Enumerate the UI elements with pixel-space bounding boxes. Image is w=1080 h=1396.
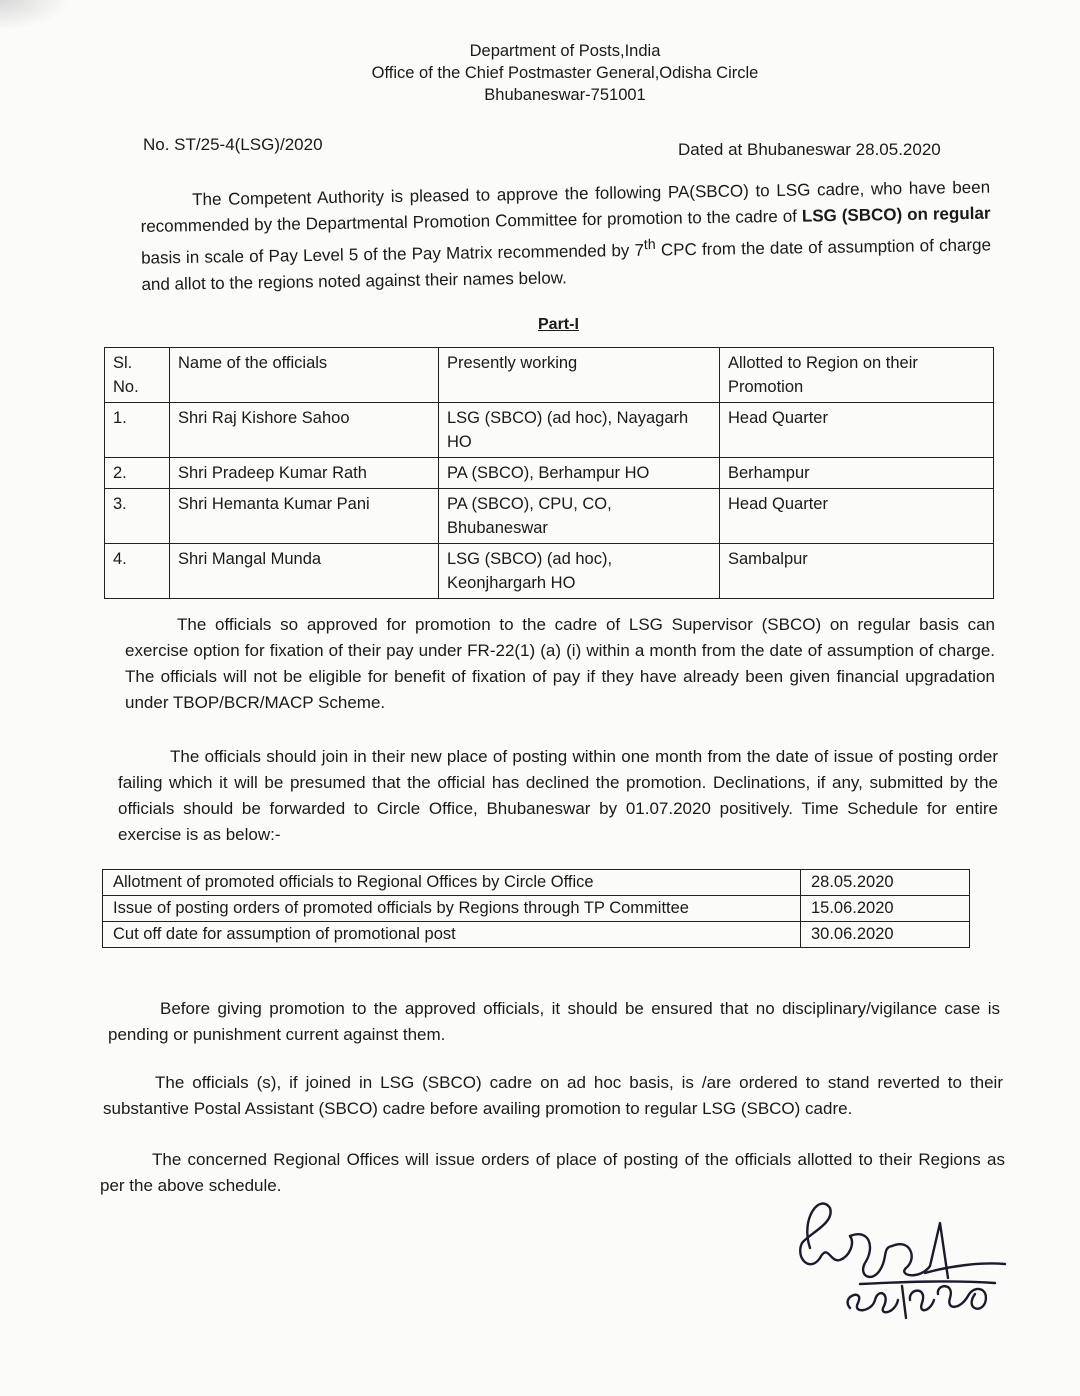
table-row — [103, 922, 970, 948]
table-row — [105, 403, 994, 458]
header-sl-no: Sl. No. — [105, 348, 170, 403]
cell-presently-working: LSG (SBCO) (ad hoc), Nayagarh HO — [439, 403, 720, 458]
handwritten-signature — [780, 1188, 1020, 1338]
cell-sl-no: 1. — [105, 403, 170, 458]
cell-name: Shri Hemanta Kumar Pani — [170, 489, 439, 544]
vigilance-paragraph — [108, 996, 1000, 1048]
header-name: Name of the officials — [170, 348, 439, 403]
part-title: Part-I — [538, 316, 579, 333]
cell-presently-working: LSG (SBCO) (ad hoc), Keonjhargarh HO — [439, 544, 720, 599]
letterhead-office: Office of the Chief Postmaster General,Odisha Circle — [371, 64, 759, 82]
intro-text-2: basis in scale of Pay Level 5 of the Pay Matrix recommended by 7 — [140, 240, 645, 268]
reverted-paragraph — [103, 1070, 1003, 1122]
schedule-activity: Issue of posting orders of promoted officials by Regions through TP Committee — [103, 896, 801, 922]
letterhead-address: Bhubaneswar-751001 — [484, 86, 646, 104]
issue-date: Dated at Bhubaneswar 28.05.2020 — [678, 140, 941, 159]
schedule-table — [102, 869, 970, 948]
regional-text: The concerned Regional Offices will issue orders of place of posting of the officials allotted to their Regions as per the above schedule. — [100, 1150, 1005, 1195]
fixation-paragraph — [125, 612, 995, 716]
fixation-text: The officials so approved for promotion to the cadre of LSG Supervisor (SBCO) on regular basis can exercise option for fixation of their pay under FR-22(1) (a) (i) within a month from the date of assumption of charge. The officials will not be eligible for benefit of fixation of pay if they have already been given financial upgradation under TBOP/BCR/MACP Scheme. — [125, 615, 995, 712]
cell-region: Head Quarter — [720, 489, 994, 544]
schedule-date: 28.05.2020 — [801, 870, 970, 896]
schedule-date: 30.06.2020 — [801, 922, 970, 948]
intro-text-3: CPC from the date of assumption of charge and allot to the regions noted against their names below. — [141, 235, 992, 294]
intro-bold: LSG (SBCO) on regular — [801, 203, 991, 226]
joining-text: The officials should join in their new place of posting within one month from the date of issue of posting order failing which it will be presumed that the official has declined the promotion. Declinations, if any, submitted by the officials should be forwarded to Circle Office, Bhubaneswar by 01.07.2020 positively. Time Schedule for entire exercise is as below:- — [118, 747, 998, 844]
cell-presently-working: PA (SBCO), CPU, CO, Bhubaneswar — [439, 489, 720, 544]
cell-name: Shri Pradeep Kumar Rath — [170, 458, 439, 489]
intro-superscript: th — [643, 236, 656, 254]
table-row — [105, 544, 994, 599]
vigilance-text: Before giving promotion to the approved officials, it should be ensured that no disciplinary/vigilance case is pending or punishment current against them. — [108, 999, 1000, 1044]
schedule-activity: Cut off date for assumption of promotional post — [103, 922, 801, 948]
table-row — [103, 896, 970, 922]
cell-region: Berhampur — [720, 458, 994, 489]
cell-name: Shri Raj Kishore Sahoo — [170, 403, 439, 458]
schedule-date: 15.06.2020 — [801, 896, 970, 922]
reference-number: No. ST/25-4(LSG)/2020 — [143, 135, 323, 154]
table-row — [103, 870, 970, 896]
cell-region: Sambalpur — [720, 544, 994, 599]
letterhead — [0, 40, 1080, 106]
officials-table — [104, 347, 994, 599]
reverted-text: The officials (s), if joined in LSG (SBCO) cadre on ad hoc basis, is /are ordered to stand reverted to their substantive Postal Assistant (SBCO) cadre before availing promotion to regular LSG (SBCO) cadre. — [103, 1073, 1003, 1118]
schedule-activity: Allotment of promoted officials to Regional Offices by Circle Office — [103, 870, 801, 896]
scan-smudge — [0, 0, 70, 30]
cell-sl-no: 4. — [105, 544, 170, 599]
intro-text-1: The Competent Authority is pleased to approve the following PA(SBCO) to LSG cadre, who have been recommended by the Departmental Promotion Committee for promotion to the cadre of — [140, 177, 991, 236]
table-row — [105, 489, 994, 544]
officials-table-header — [105, 348, 994, 403]
cell-name: Shri Mangal Munda — [170, 544, 439, 599]
cell-sl-no: 2. — [105, 458, 170, 489]
cell-sl-no: 3. — [105, 489, 170, 544]
letterhead-department: Department of Posts,India — [469, 42, 661, 60]
joining-paragraph — [118, 744, 998, 848]
header-presently-working: Presently working — [439, 348, 720, 403]
cell-region: Head Quarter — [720, 403, 994, 458]
header-allotted-region: Allotted to Region on their Promotion — [720, 348, 994, 403]
table-row — [105, 458, 994, 489]
cell-presently-working: PA (SBCO), Berhampur HO — [439, 458, 720, 489]
intro-paragraph — [140, 175, 992, 298]
